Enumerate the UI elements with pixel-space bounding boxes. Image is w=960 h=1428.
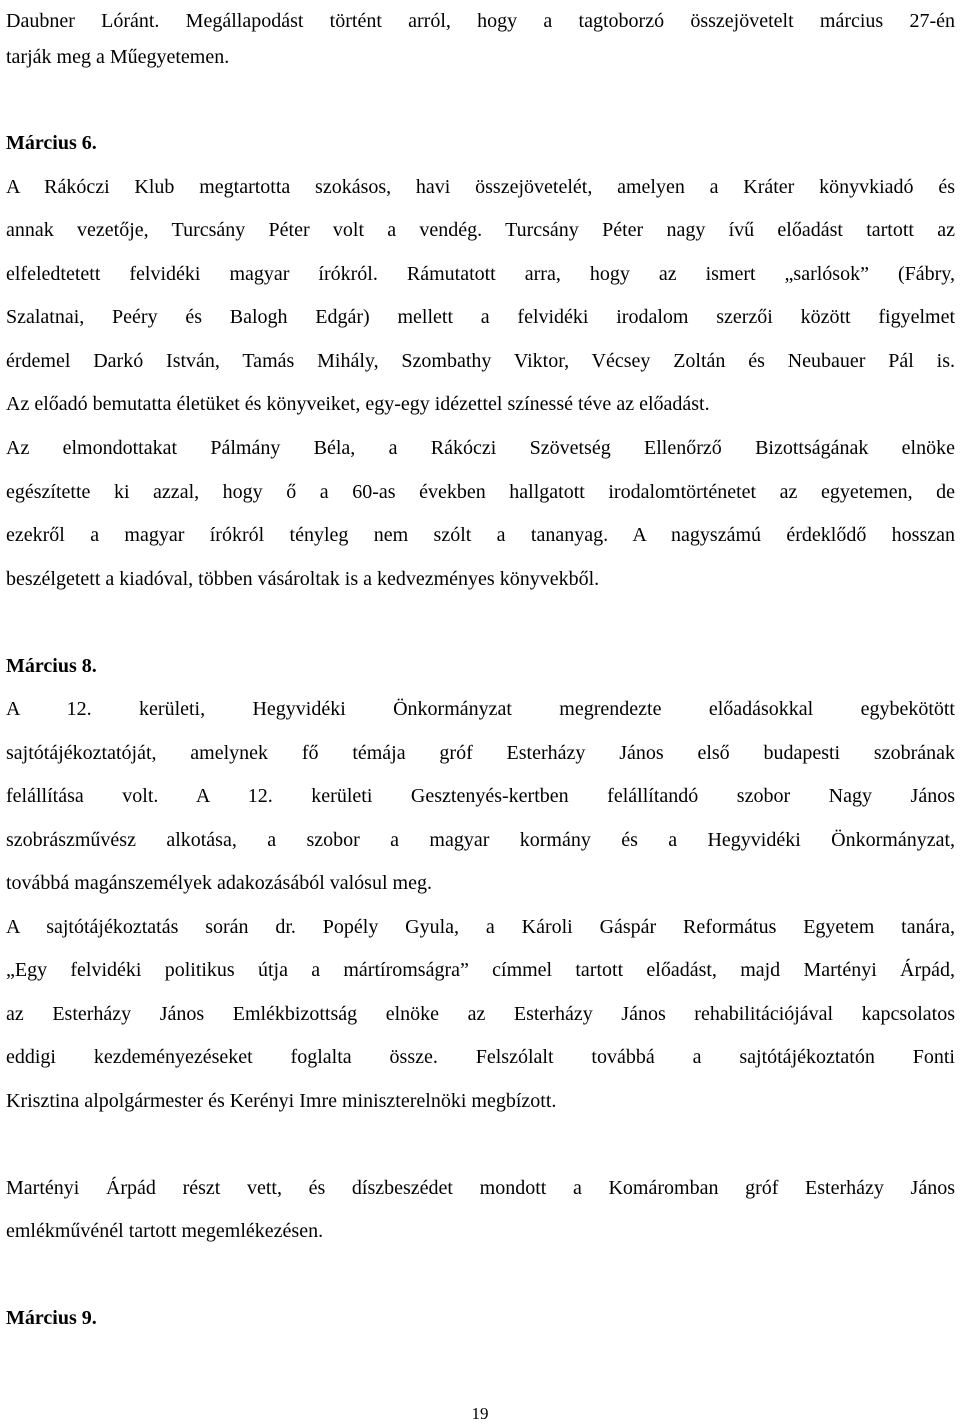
body-line: ezekről a magyar írókról tényleg nem szólt a tananyag. A nagyszámú érdeklődő hosszan xyxy=(6,524,955,546)
body-line: Szalatnai, Peéry és Balogh Edgár) mellett a felvidéki irodalom szerzői között figyelmet xyxy=(6,306,955,328)
body-line: Az előadó bemutatta életüket és könyveiket, egy-egy idézettel színessé téve az előadást. xyxy=(6,393,710,415)
page-number: 19 xyxy=(471,1404,489,1423)
body-line: emlékművénél tartott megemlékezésen. xyxy=(6,1220,324,1242)
body-line: A Rákóczi Klub megtartotta szokásos, havi összejövetelét, amelyen a Kráter könyvkiadó és xyxy=(6,176,955,198)
section-heading-march-6: Március 6. xyxy=(6,132,97,154)
body-line: A sajtótájékoztatás során dr. Popély Gyula, a Károli Gáspár Református Egyetem tanára, xyxy=(6,916,955,938)
body-line: továbbá magánszemélyek adakozásából valósul meg. xyxy=(6,872,432,894)
body-line: Martényi Árpád részt vett, és díszbeszédet mondott a Komáromban gróf Esterházy János xyxy=(6,1177,955,1199)
body-line: Az elmondottakat Pálmány Béla, a Rákóczi Szövetség Ellenőrző Bizottságának elnöke xyxy=(6,437,955,459)
body-line: „Egy felvidéki politikus útja a mártíromságra” címmel tartott előadást, majd Martényi Árpád, xyxy=(6,959,955,981)
body-line: elfeledtetett felvidéki magyar írókról. Rámutatott arra, hogy az ismert „sarlósok” (Fábry, xyxy=(6,263,955,285)
body-line: eddigi kezdeményezéseket foglalta össze. Felszólalt továbbá a sajtótájékoztatón Fonti xyxy=(6,1046,955,1068)
body-line: A 12. kerületi, Hegyvidéki Önkormányzat megrendezte előadásokkal egybekötött xyxy=(6,698,955,720)
body-line: beszélgetett a kiadóval, többen vásároltak is a kedvezményes könyvekből. xyxy=(6,568,600,590)
body-line: egészítette ki azzal, hogy ő a 60-as években hallgatott irodalomtörténetet az egyetemen, de xyxy=(6,481,955,503)
body-line: érdemel Darkó István, Tamás Mihály, Szombathy Viktor, Vécsey Zoltán és Neubauer Pál is. xyxy=(6,350,955,372)
body-line: sajtótájékoztatóját, amelynek fő témája gróf Esterházy János első budapesti szobrának xyxy=(6,742,955,764)
intro-line-2: tarják meg a Műegyetemen. xyxy=(6,46,230,68)
section-heading-march-8: Március 8. xyxy=(6,655,97,677)
body-line: szobrászművész alkotása, a szobor a magyar kormány és a Hegyvidéki Önkormányzat, xyxy=(6,829,955,851)
body-line: Krisztina alpolgármester és Kerényi Imre miniszterelnöki megbízott. xyxy=(6,1090,557,1112)
body-line: felállítása volt. A 12. kerületi Gesztenyés-kertben felállítandó szobor Nagy János xyxy=(6,785,955,807)
body-line: annak vezetője, Turcsány Péter volt a vendég. Turcsány Péter nagy ívű előadást tartott az xyxy=(6,219,955,241)
intro-line-1: Daubner Lóránt. Megállapodást történt arról, hogy a tagtoborzó összejövetelt március 27-én xyxy=(6,10,955,32)
section-heading-march-9: Március 9. xyxy=(6,1307,97,1329)
body-line: az Esterházy János Emlékbizottság elnöke az Esterházy János rehabilitációjával kapcsolatos xyxy=(6,1003,955,1025)
